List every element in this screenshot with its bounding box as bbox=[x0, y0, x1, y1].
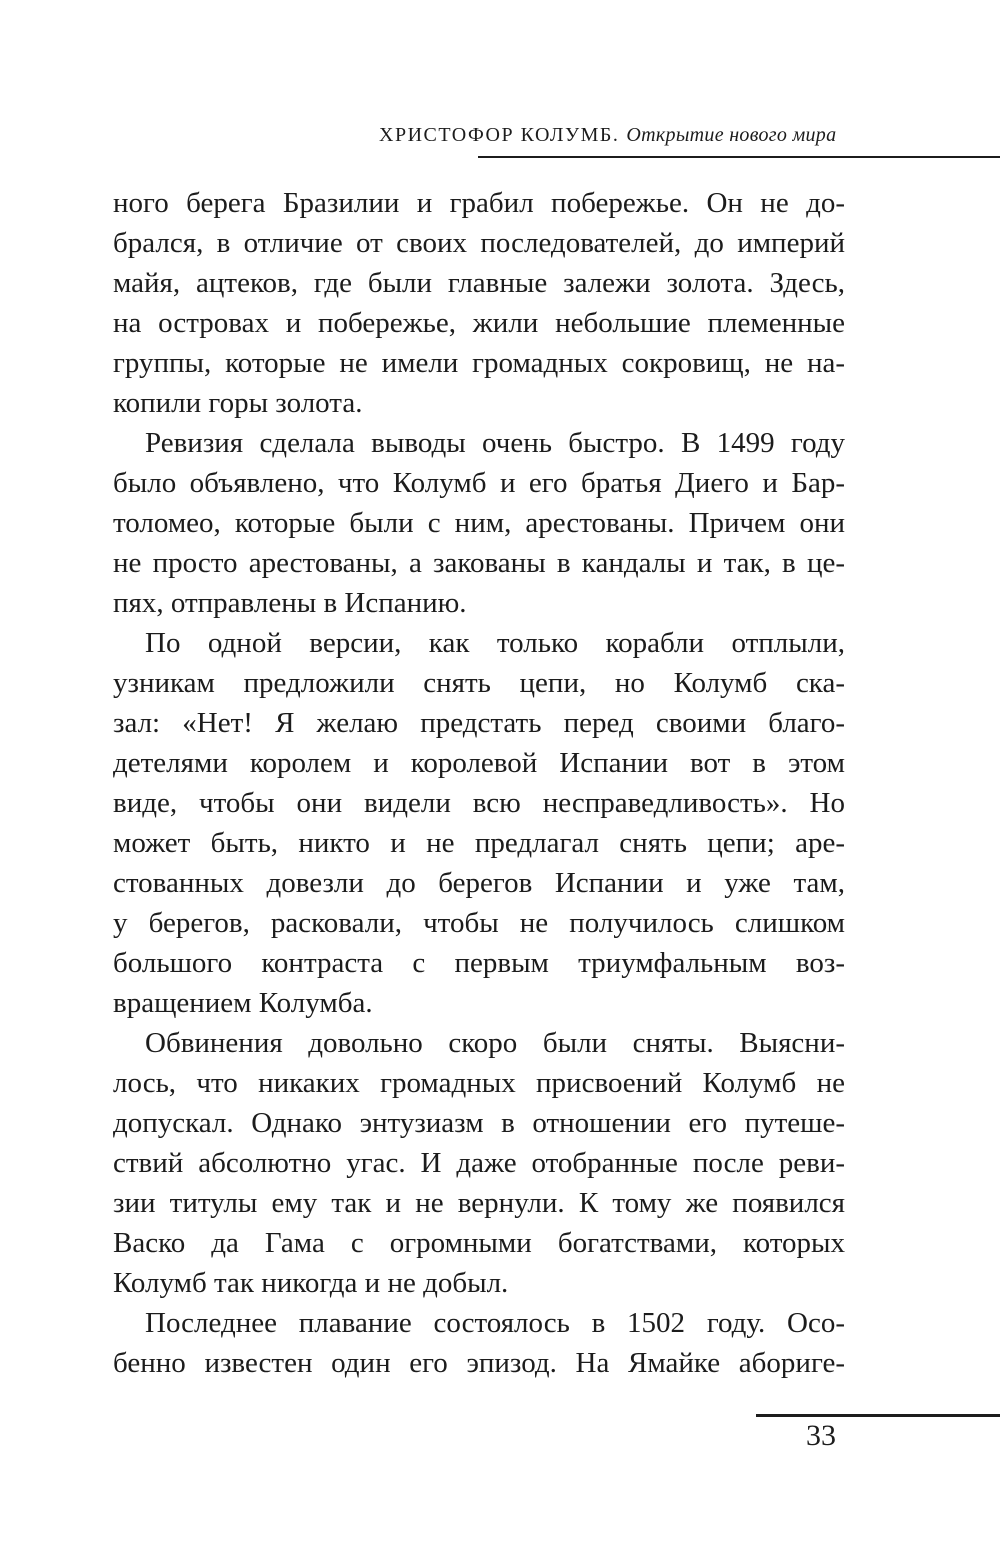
text-line: большого контраста с первым триумфальным воз- bbox=[113, 947, 845, 979]
text-line: Васко да Гама с огромными богатствами, которых bbox=[113, 1227, 845, 1259]
paragraph bbox=[113, 1023, 845, 1303]
text-line: лось, что никаких громадных присвоений Колумб не bbox=[113, 1067, 845, 1099]
page-body-text bbox=[113, 183, 845, 1383]
text-line: не просто арестованы, а закованы в кандалы и так, в це- bbox=[113, 547, 845, 579]
text-line: ствий абсолютно угас. И даже отобранные после реви- bbox=[113, 1147, 845, 1179]
text-line: Ревизия сделала выводы очень быстро. В 1499 году bbox=[145, 427, 845, 459]
text-line: Колумб так никогда и не добыл. bbox=[113, 1267, 509, 1299]
text-line: пях, отправлены в Испанию. bbox=[113, 587, 467, 619]
page-number: 33 bbox=[806, 1419, 836, 1452]
paragraph bbox=[113, 183, 845, 423]
footer-rule bbox=[756, 1414, 1000, 1417]
text-line: Обвинения довольно скоро были сняты. Выясни- bbox=[145, 1027, 845, 1059]
text-line: на островах и побережье, жили небольшие племенные bbox=[113, 307, 845, 339]
running-head-title: ХРИСТОФОР КОЛУМБ. bbox=[379, 124, 620, 146]
text-line: копили горы золота. bbox=[113, 387, 363, 419]
text-line: бенно известен один его эпизод. На Ямайке абориге- bbox=[113, 1347, 845, 1379]
text-line: толомео, которые были с ним, арестованы. Причем они bbox=[113, 507, 845, 539]
text-line: вращением Колумба. bbox=[113, 987, 373, 1019]
running-head-subtitle: Открытие нового мира bbox=[626, 124, 837, 146]
text-line: узникам предложили снять цепи, но Колумб ска- bbox=[113, 667, 845, 699]
text-line: виде, чтобы они видели всю несправедливость». Но bbox=[113, 787, 845, 819]
text-line: было объявлено, что Колумб и его братья Диего и Бар- bbox=[113, 467, 845, 499]
text-line: майя, ацтеков, где были главные залежи золота. Здесь, bbox=[113, 267, 845, 299]
text-line: По одной версии, как только корабли отплыли, bbox=[145, 627, 845, 659]
text-line: допускал. Однако энтузиазм в отношении его путеше- bbox=[113, 1107, 845, 1139]
text-line: группы, которые не имели громадных сокровищ, не на- bbox=[113, 347, 845, 379]
text-line: детелями королем и королевой Испании вот в этом bbox=[113, 747, 845, 779]
paragraph bbox=[113, 423, 845, 623]
paragraph bbox=[113, 623, 845, 1023]
text-line: ного берега Бразилии и грабил побережье. Он не до- bbox=[113, 187, 845, 219]
text-line: брался, в отличие от своих последователей, до империй bbox=[113, 227, 845, 259]
running-head bbox=[379, 122, 836, 148]
paragraph bbox=[113, 1303, 845, 1383]
text-line: может быть, никто и не предлагал снять цепи; аре- bbox=[113, 827, 845, 859]
header-rule bbox=[478, 156, 1000, 158]
text-line: у берегов, расковали, чтобы не получилось слишком bbox=[113, 907, 845, 939]
text-line: зал: «Нет! Я желаю предстать перед своими благо- bbox=[113, 707, 845, 739]
text-line: Последнее плавание состоялось в 1502 году. Осо- bbox=[145, 1307, 845, 1339]
text-line: стованных довезли до берегов Испании и уже там, bbox=[113, 867, 845, 899]
text-line: зии титулы ему так и не вернули. К тому же появился bbox=[113, 1187, 845, 1219]
